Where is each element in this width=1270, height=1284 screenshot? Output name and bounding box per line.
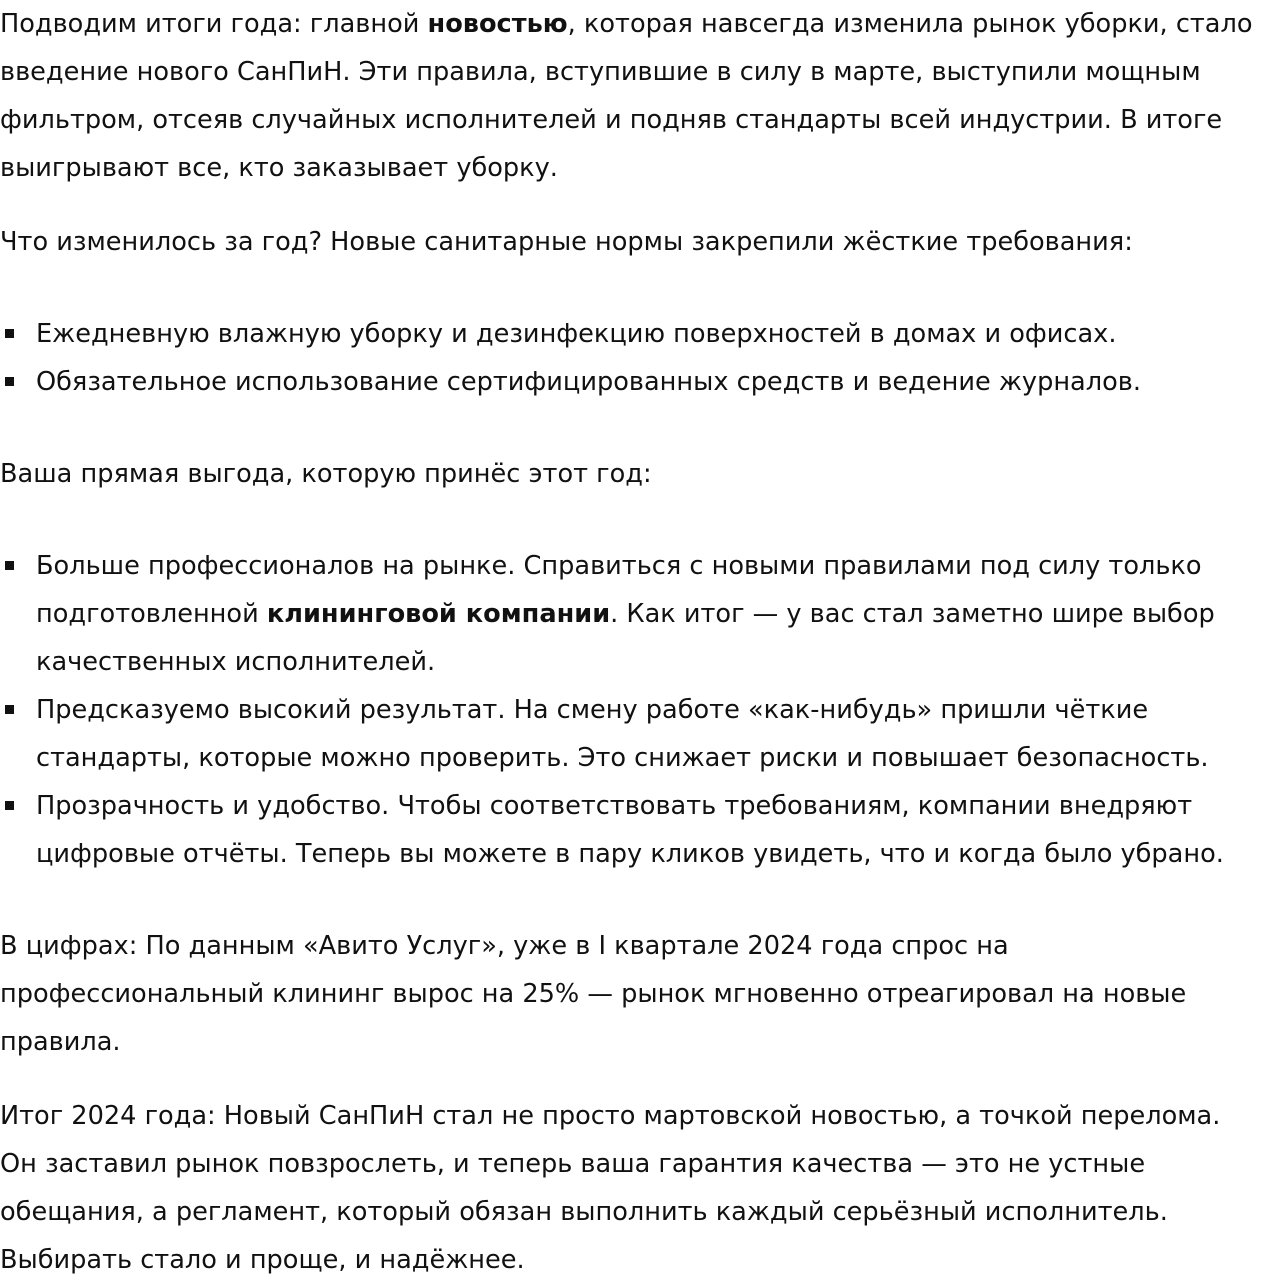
square-bullet-icon: [5, 329, 14, 338]
square-bullet-icon: [5, 377, 14, 386]
list-item-text-end: . Как итог — у вас стал заметно шире выбор качественных исполнителей.: [36, 599, 1215, 677]
list-item: [0, 542, 1262, 686]
intro-paragraph: [0, 0, 1262, 192]
list-item: [0, 686, 1262, 782]
intro-bold-news: новостью: [427, 9, 568, 39]
list-item-text: Обязательное использование сертифицированных средств и ведение журналов.: [36, 367, 1141, 397]
list-item: [0, 782, 1262, 878]
benefits-lead: Ваша прямая выгода, которую принёс этот год:: [0, 459, 652, 489]
square-bullet-icon: [5, 705, 14, 714]
list-item: [0, 310, 1262, 358]
changes-list: [0, 310, 1262, 406]
list-item: [0, 358, 1262, 406]
intro-text-end: , которая навсегда изменила рынок уборки, стало введение нового СанПиН. Эти правила, вступившие в силу в марте, выступили мощным фильтром, отсеяв случайных исполнителей и подняв стандарты всей индустрии. В итоге выигрывают все, кто заказывает уборку.: [0, 9, 1253, 183]
benefits-list: [0, 542, 1262, 878]
square-bullet-icon: [5, 801, 14, 810]
figures-paragraph: В цифрах: По данным «Авито Услуг», уже в I квартале 2024 года спрос на профессиональный клининг вырос на 25% — рынок мгновенно отреагировал на новые правила.: [0, 931, 1187, 1057]
conclusion-paragraph: Итог 2024 года: Новый СанПиН стал не просто мартовской новостью, а точкой перелома. Он заставил рынок повзрослеть, и теперь ваша гарантия качества — это не устные обещания, а регламент, который обязан выполнить каждый серьёзный исполнитель. Выбирать стало и проще, и надёжнее.: [0, 1101, 1221, 1275]
changes-lead: Что изменилось за год? Новые санитарные нормы закрепили жёсткие требования:: [0, 227, 1133, 257]
square-bullet-icon: [5, 561, 14, 570]
list-item-text: Предсказуемо высокий результат. На смену работе «как-нибудь» пришли чёткие стандарты, которые можно проверить. Это снижает риски и повышает безопасность.: [36, 695, 1209, 773]
list-item-text: Прозрачность и удобство. Чтобы соответствовать требованиям, компании внедряют цифровые отчёты. Теперь вы можете в пару кликов увидеть, что и когда было убрано.: [36, 791, 1224, 869]
bold-cleaning-company: клининговой компании: [266, 599, 611, 629]
list-item-text-start: Больше профессионалов на рынке. Справиться с новыми правилами под силу только подготовленной: [36, 551, 1202, 629]
intro-text-start: Подводим итоги года: главной: [0, 9, 428, 39]
list-item-text: Ежедневную влажную уборку и дезинфекцию поверхностей в домах и офисах.: [36, 319, 1117, 349]
